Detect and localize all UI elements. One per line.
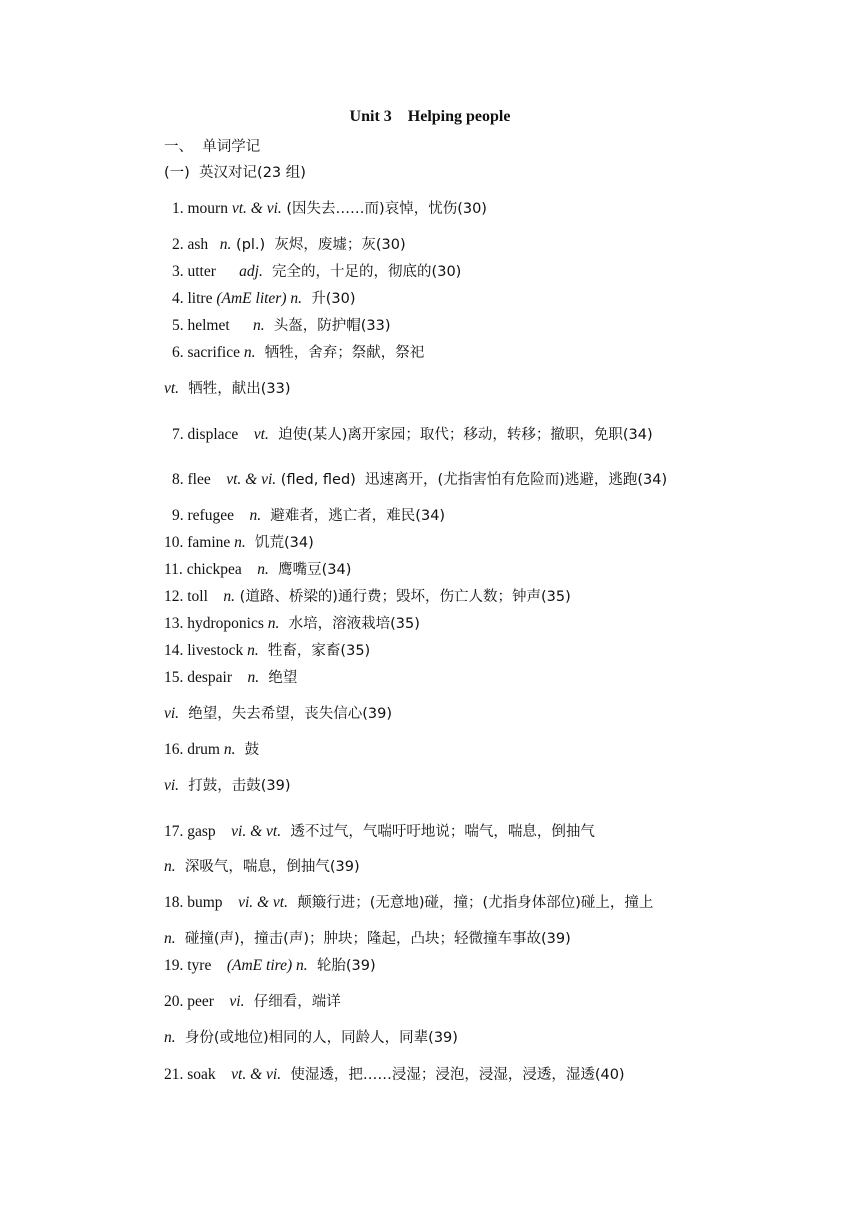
list-item-continuation: n. 深吸气，喘息，倒抽气(39) [164,858,360,875]
list-item: 11. chickpea n. 鹰嘴豆(34) [164,561,352,578]
list-item: 16. drum n. 鼓 [164,741,260,758]
list-item: 18. bump vi. & vt. 颠簸行进；(无意地)碰，撞；(尤指身体部位)碰上，撞上 [164,894,654,911]
list-item: 13. hydroponics n. 水培，溶液栽培(35) [164,615,420,632]
list-item: 17. gasp vi. & vt. 透不过气，气喘吁吁地说；喘气，喘息，倒抽气 [164,823,595,840]
list-item: 2. ash n. (pl.) 灰烬，废墟；灰(30) [172,236,406,253]
list-item: 19. tyre (AmE tire) n. 轮胎(39) [164,957,376,974]
list-item: 8. flee vt. & vi. (fled, fled) 迅速离开，(尤指害怕有危险而)逃避，逃跑(34) [172,471,668,488]
unit-title: Unit 3 Helping people [349,108,511,125]
list-item: 20. peer vi. 仔细看，端详 [164,993,341,1010]
list-item: 3. utter adj. 完全的，十足的，彻底的(30) [172,263,462,280]
list-item: 10. famine n. 饥荒(34) [164,534,314,551]
list-item: 14. livestock n. 牲畜，家畜(35) [164,642,371,659]
subsection-heading: (一) 英汉对记(23 组) [164,165,306,181]
list-item-continuation: n. 碰撞(声)，撞击(声)；肿块；隆起，凸块；轻微撞车事故(39) [164,930,571,947]
list-item-continuation: vt. 牺牲，献出(33) [164,380,291,397]
list-item: 1. mourn vt. & vi. (因失去……而)哀悼，忧伤(30) [172,200,487,217]
list-item: 9. refugee n. 避难者，逃亡者，难民(34) [172,507,446,524]
list-item: 12. toll n. (道路、桥梁的)通行费；毁坏，伤亡人数；钟声(35) [164,588,571,605]
list-item: 4. litre (AmE liter) n. 升(30) [172,290,356,307]
list-item: 7. displace vt. 迫使(某人)离开家园；取代；移动，转移；撤职，免职(34) [172,426,653,443]
section-heading: 一、 单词学记 [164,139,261,155]
list-item: 21. soak vt. & vi. 使湿透，把……浸湿；浸泡，浸湿，浸透，湿透(40) [164,1066,625,1083]
list-item-continuation: n. 身份(或地位)相同的人，同龄人，同辈(39) [164,1029,458,1046]
list-item: 15. despair n. 绝望 [164,669,298,686]
list-item: 5. helmet n. 头盔，防护帽(33) [172,317,391,334]
list-item: 6. sacrifice n. 牺牲，舍弃；祭献，祭祀 [172,344,425,361]
list-item-continuation: vi. 绝望，失去希望，丧失信心(39) [164,705,393,722]
list-item-continuation: vi. 打鼓，击鼓(39) [164,777,291,794]
